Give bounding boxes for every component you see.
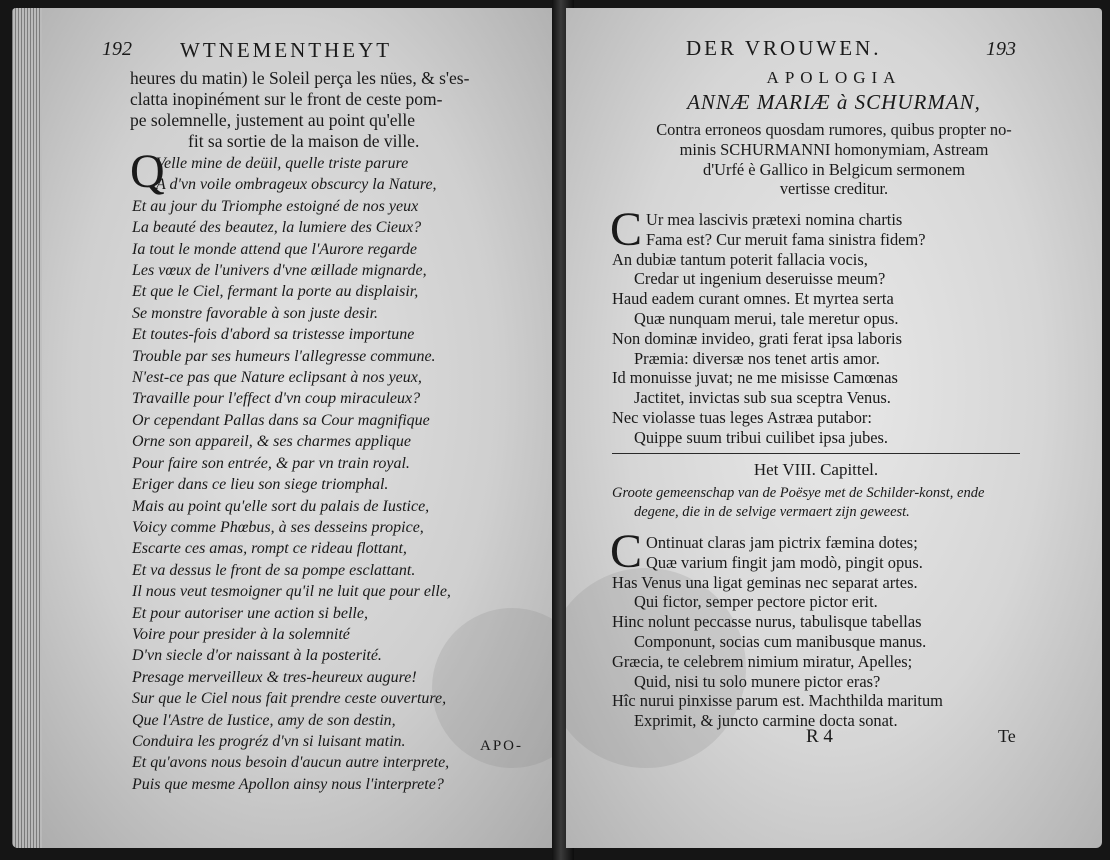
intro-line: Contra erroneos quosdam rumores, quibus propter no- bbox=[656, 120, 1012, 139]
verse-line: Travaille pour l'effect d'vn coup miraculeux? bbox=[132, 390, 421, 408]
intro-line: vertisse creditur. bbox=[779, 179, 889, 199]
verse-line: La beauté des beautez, la lumiere des Cieux? bbox=[132, 219, 422, 237]
verse-line: Et que le Ciel, fermant la porte au displaisir, bbox=[132, 283, 419, 301]
chapter-summary bbox=[612, 484, 984, 522]
poem-line: Hinc nolunt peccasse nurus, tabulisque tabellas bbox=[612, 612, 922, 632]
verse-line: Eriger dans ce lieu son siege triomphal. bbox=[132, 476, 389, 494]
poem-line: Quæ varium fingit jam modò, pingit opus. bbox=[646, 552, 923, 572]
verse-line: Et va dessus le front de sa pompe esclattant. bbox=[132, 561, 416, 579]
right-catchword: Te bbox=[998, 726, 1016, 746]
section-subtitle: ANNÆ MARIÆ à SCHURMAN, bbox=[687, 90, 981, 114]
french-verse bbox=[132, 153, 451, 795]
poem-line: Ontinuat claras jam pictrix fæmina dotes; bbox=[646, 533, 918, 552]
verse-line: Presage merveilleux & tres-heureux augure! bbox=[132, 668, 417, 686]
verse-line: D'vn siecle d'or naissant à la posterité. bbox=[132, 647, 382, 665]
poem-line: Præmia: diversæ nos tenet artis amor. bbox=[634, 348, 880, 368]
apology-intro bbox=[596, 120, 1072, 199]
poem-line: Quid, nisi tu solo munere pictor eras? bbox=[634, 671, 881, 691]
poem-line: Has Venus una ligat geminas nec separat artes. bbox=[612, 572, 918, 592]
apology-poem bbox=[610, 203, 926, 448]
verse-line: Escarte ces amas, rompt ce rideau flottant, bbox=[132, 540, 407, 558]
poem-line: Id monuisse juvat; ne me misisse Camœnas bbox=[612, 368, 898, 388]
poem-line: Componunt, socias cum manibusque manus. bbox=[634, 631, 927, 651]
verse-line: Conduira les progréz d'vn si luisant matin. bbox=[132, 732, 406, 750]
intro-line: d'Urfé è Gallico in Belgicum sermonem bbox=[703, 159, 965, 179]
poem-line: Credar ut ingenium deseruisse meum? bbox=[634, 269, 886, 289]
verse-line: Et pour autoriser une action si belle, bbox=[132, 604, 368, 622]
poem-line: An dubiæ tantum poterit fallacia vocis, bbox=[612, 249, 868, 269]
left-page bbox=[12, 8, 560, 848]
prose-line: clatta inopinément sur le front de ceste pom- bbox=[130, 89, 443, 109]
verse-dropcap: Q bbox=[130, 145, 165, 198]
prose-line: heures du matin) le Soleil perça les nües, & s'es- bbox=[130, 68, 470, 88]
verse-line: Et qu'avons nous besoin d'aucun autre interprete, bbox=[132, 754, 450, 772]
poem-line: Haud eadem curant omnes. Et myrtea serta bbox=[612, 289, 894, 309]
poem-line: Nec violasse tuas leges Astræa putabor: bbox=[612, 407, 872, 427]
verse-line: Ia tout le monde attend que l'Aurore regarde bbox=[132, 240, 417, 258]
verse-line: Voire pour presider à la solemnité bbox=[132, 625, 350, 643]
verse-line: Orne son appareil, & ses charmes applique bbox=[132, 433, 411, 451]
prose-line: pe solemnelle, justement au point qu'elle bbox=[130, 110, 416, 130]
poem-line: Exprimit, & juncto carmine docta sonat. bbox=[634, 711, 898, 731]
verse-line: Les vœux de l'univers d'vne œillade mignarde, bbox=[132, 262, 427, 280]
page-edge-stack bbox=[12, 8, 42, 848]
verse-line: Puis que mesme Apollon ainsy nous l'interprete? bbox=[132, 775, 444, 793]
poem-line: Fama est? Cur meruit fama sinistra fidem? bbox=[646, 229, 926, 249]
verse-line: Velle mine de deüil, quelle triste parure bbox=[156, 155, 409, 172]
poem-line: Quippe suum tribui cuilibet ipsa jubes. bbox=[634, 427, 889, 447]
poem-line: Non dominæ invideo, grati ferat ipsa laboris bbox=[612, 328, 902, 348]
verse-line: Et toutes-fois d'abord sa tristesse importune bbox=[132, 326, 415, 344]
summary-line: Groote gemeenschap van de Poësye met de Schilder-konst, ende bbox=[612, 485, 985, 501]
left-catchword: APO- bbox=[480, 738, 524, 754]
verse-line: Il nous veut tesmoigner qu'il ne luit que pour elle, bbox=[132, 583, 451, 601]
poem-line: Hîc nurui pinxisse parum est. Machthilda maritum bbox=[612, 691, 943, 711]
verse-line: Trouble par ses humeurs l'allegresse commune. bbox=[132, 347, 436, 365]
verse-line: Que l'Astre de Iustice, amy de son destin, bbox=[132, 711, 396, 729]
verse-line: Mais au point qu'elle sort du palais de Iustice, bbox=[132, 497, 430, 515]
verse-line: Or cependant Pallas dans sa Cour magnifique bbox=[132, 411, 430, 429]
poem-line: Græcia, te celebrem nimium miratur, Apelles; bbox=[612, 651, 913, 671]
left-running-head: WTNEMENTHEYT bbox=[180, 38, 393, 62]
poem2-dropcap: C bbox=[610, 525, 643, 578]
poem1-dropcap: C bbox=[610, 203, 643, 256]
poem-line: Jactitet, invictas sub sua sceptra Venus. bbox=[634, 388, 891, 408]
prose-line: fit sa sortie de la maison de ville. bbox=[188, 131, 420, 151]
right-running-head: DER VROUWEN. bbox=[686, 36, 882, 60]
verse-line: N'est-ce pas que Nature eclipsant à nos yeux, bbox=[132, 369, 422, 387]
verse-line: Sur que le Ciel nous fait prendre ceste ouverture, bbox=[132, 690, 447, 708]
chapter-title: Het VIII. Capittel. bbox=[753, 460, 879, 479]
verse-line: Voicy comme Phœbus, à ses desseins propice, bbox=[132, 518, 424, 536]
poem-line: Quæ nunquam merui, tale meretur opus. bbox=[634, 308, 899, 328]
right-page-number: 193 bbox=[986, 38, 1016, 60]
verse-line: Se monstre favorable à son juste desir. bbox=[132, 304, 379, 322]
signature-mark: R 4 bbox=[806, 726, 833, 747]
left-page-number: 192 bbox=[102, 38, 132, 60]
prose-block bbox=[130, 68, 469, 152]
section-title: APOLOGIA bbox=[766, 68, 902, 87]
verse-line: A d'vn voile ombrageux obscurcy la Nature, bbox=[156, 176, 437, 194]
poem-line: Qui fictor, semper pectore pictor erit. bbox=[634, 592, 878, 612]
right-page bbox=[566, 8, 1102, 848]
summary-line: degene, die in de selvige vermaert zijn geweest. bbox=[634, 504, 910, 520]
chapter-poem bbox=[612, 533, 943, 731]
section-divider bbox=[612, 453, 1020, 454]
verse-line: Et au jour du Triomphe estoigné de nos yeux bbox=[132, 197, 419, 215]
intro-line: minis SCHURMANNI homonymiam, Astream bbox=[679, 139, 989, 159]
verse-line: Pour faire son entrée, & par vn train royal. bbox=[132, 454, 410, 472]
poem-line: Ur mea lascivis prætexi nomina chartis bbox=[646, 210, 903, 229]
